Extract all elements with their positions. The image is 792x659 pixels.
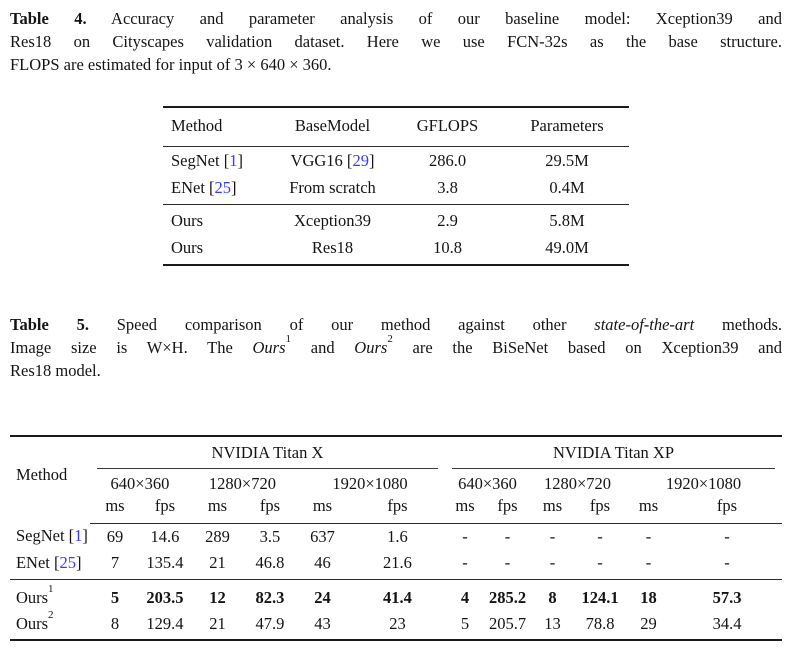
value-cell: 7	[90, 550, 140, 580]
method-text: Ours	[171, 210, 204, 230]
value-cell: 24	[314, 587, 331, 607]
value-cell: 637	[310, 526, 335, 546]
value-cell: -	[672, 550, 782, 580]
resolution-header: 1920×1080	[332, 473, 408, 493]
value-cell: 21	[190, 550, 245, 580]
value-cell: 13	[544, 613, 561, 633]
caption-italic-text: state-of-the-art	[594, 314, 695, 334]
table-row-enet	[163, 174, 629, 204]
value-cell: 3.5	[259, 526, 281, 546]
value-cell: -	[575, 550, 625, 580]
method-text: Ours	[171, 237, 204, 257]
value-cell: 47.9	[255, 613, 285, 633]
basemodel-text: Xception39	[294, 210, 371, 230]
value-cell: -	[645, 526, 652, 546]
method-cell	[10, 611, 90, 640]
value-cell: 69	[106, 526, 124, 546]
resolution-header: 1280×720	[543, 473, 612, 493]
resolution-header: 640×360	[110, 473, 170, 493]
resolution-header: 1280×720	[208, 473, 276, 493]
value-cell: 5	[110, 587, 120, 607]
citation-link[interactable]: 25	[59, 552, 76, 572]
method-cell	[10, 579, 90, 611]
unit-header: fps	[245, 495, 295, 524]
table-row-segnet	[10, 523, 782, 550]
citation-link[interactable]: 1	[229, 150, 238, 170]
unit-header: fps	[140, 495, 190, 524]
table5	[10, 435, 782, 641]
gpu-group-label: NVIDIA Titan X	[97, 443, 438, 469]
table5-resolution-header-row	[10, 469, 782, 495]
value-cell: 46.8	[245, 550, 295, 580]
value-cell: -	[724, 526, 730, 546]
value-cell: 124.1	[581, 587, 619, 607]
value-cell: 18	[640, 587, 657, 607]
method-cell	[163, 174, 275, 204]
method-cell	[163, 204, 275, 234]
gflops-cell: 3.8	[437, 177, 458, 197]
parameters-cell: 0.4M	[549, 177, 585, 197]
value-cell: 8	[110, 613, 120, 633]
caption-text: and	[291, 337, 355, 357]
method-text: Ours	[15, 613, 49, 633]
table-row-ours-1	[10, 579, 782, 611]
value-cell: 203.5	[146, 587, 184, 607]
resolution-header: 640×360	[458, 473, 517, 493]
unit-header: ms	[445, 495, 485, 524]
method-cell	[163, 234, 275, 265]
caption-text: FLOPS are estimated for input of 3 × 640 × 360.	[10, 55, 332, 74]
value-cell: 1.6	[387, 526, 408, 546]
basemodel-text: Res18	[311, 237, 354, 257]
value-cell: 57.3	[712, 587, 742, 607]
basemodel-cell	[275, 234, 390, 265]
caption-text: Accuracy and parameter analysis of our baseline model: Xception39 and	[86, 9, 782, 28]
method-text: Ours	[15, 587, 49, 607]
caption-line	[10, 313, 782, 336]
value-cell: 8	[548, 587, 557, 607]
value-cell: 34.4	[712, 613, 742, 633]
value-cell: 289	[205, 526, 230, 546]
basemodel-text: ]	[368, 150, 375, 170]
value-cell: -	[597, 526, 603, 546]
value-cell: 43	[314, 613, 331, 633]
value-cell: 5	[460, 613, 470, 633]
value-cell: 205.7	[488, 613, 527, 633]
method-text: ]	[82, 526, 88, 546]
caption-italic-text: Ours	[354, 337, 388, 357]
table4-caption-label: Table 4.	[10, 9, 87, 28]
method-text: ]	[237, 150, 243, 170]
superscript: 2	[387, 333, 393, 346]
caption-line	[10, 53, 782, 76]
parameters-cell: 5.8M	[505, 204, 629, 234]
value-cell: 135.4	[140, 550, 190, 580]
value-cell: 21.6	[350, 550, 445, 580]
col-header-method: Method	[15, 464, 68, 484]
method-text: SegNet [	[171, 150, 230, 170]
unit-header: fps	[485, 495, 530, 524]
value-cell: 285.2	[488, 587, 527, 607]
method-text: ]	[75, 552, 82, 572]
value-cell: 78.8	[585, 613, 615, 633]
gflops-cell: 286.0	[428, 150, 467, 170]
value-cell: -	[549, 526, 556, 546]
value-cell: 129.4	[146, 613, 184, 633]
method-cell	[10, 523, 90, 550]
value-cell: -	[530, 550, 575, 580]
unit-header: ms	[295, 495, 350, 524]
gpu-group-label: NVIDIA Titan XP	[452, 443, 775, 469]
table5-gpu-header-row	[10, 436, 782, 469]
citation-link[interactable]: 25	[214, 177, 232, 197]
value-cell: -	[504, 526, 511, 546]
caption-line	[10, 30, 782, 53]
superscript: 2	[48, 609, 54, 622]
unit-header: ms	[530, 495, 575, 524]
value-cell: 23	[389, 613, 406, 633]
value-cell: 82.3	[255, 587, 285, 607]
table-row-segnet	[163, 147, 629, 175]
method-text: ]	[231, 177, 237, 197]
col-header-gflops: GFLOPS	[390, 107, 505, 147]
col-header-parameters: Parameters	[505, 107, 629, 147]
method-cell	[10, 550, 90, 580]
caption-text: Speed comparison of our method against other	[88, 314, 595, 334]
value-cell: -	[445, 550, 485, 580]
method-text: ENet [	[15, 552, 60, 572]
unit-header: fps	[350, 495, 445, 524]
basemodel-text: From scratch	[289, 177, 376, 197]
table4	[163, 106, 629, 266]
table-row-ours-2	[10, 611, 782, 640]
gflops-cell: 10.8	[433, 237, 462, 257]
table-row-ours-res18	[163, 234, 629, 265]
parameters-cell: 29.5M	[545, 150, 589, 170]
basemodel-cell	[275, 147, 390, 175]
superscript: 1	[285, 333, 292, 346]
resolution-header: 1920×1080	[665, 473, 742, 493]
caption-line	[10, 333, 782, 359]
value-cell: -	[485, 550, 530, 580]
caption-text: methods.	[694, 314, 782, 334]
unit-header: ms	[625, 495, 672, 524]
gflops-cell: 2.9	[390, 204, 505, 234]
table5-unit-header-row	[10, 495, 782, 524]
col-header-method: Method	[163, 107, 275, 147]
value-cell: 46	[295, 550, 350, 580]
citation-link[interactable]: 1	[74, 526, 83, 546]
caption-italic-text: Ours	[252, 337, 286, 357]
value-cell: 29	[640, 613, 657, 633]
value-cell: -	[462, 526, 468, 546]
unit-header: fps	[575, 495, 625, 524]
table4-caption	[10, 0, 782, 76]
caption-text: Image size is W×H. The	[10, 337, 253, 357]
gpu-group-header-titan-xp	[445, 436, 782, 469]
table4-header-row	[163, 107, 629, 147]
method-text: SegNet [	[15, 526, 75, 546]
caption-line	[10, 359, 782, 382]
table-row-enet	[10, 550, 782, 580]
value-cell: 12	[209, 587, 226, 607]
col-header-basemodel: BaseModel	[275, 107, 390, 147]
value-cell: 4	[460, 587, 470, 607]
value-cell: 41.4	[383, 587, 412, 607]
table5-caption	[10, 313, 782, 382]
caption-line	[10, 7, 782, 30]
table5-caption-label: Table 5.	[10, 314, 89, 334]
value-cell: 21	[209, 613, 226, 633]
unit-header: fps	[672, 495, 782, 524]
value-cell: 14.6	[150, 526, 180, 546]
unit-header: ms	[190, 495, 245, 524]
unit-header: ms	[90, 495, 140, 524]
caption-text: are the BiSeNet based on Xception39 and	[392, 337, 782, 357]
caption-text: Res18 on Cityscapes validation dataset. Here we use FCN-32s as the base structure.	[10, 32, 782, 51]
method-cell	[163, 147, 275, 175]
basemodel-cell	[275, 204, 390, 234]
table-row-ours-xception	[163, 204, 629, 234]
caption-text: Res18 model.	[10, 360, 101, 380]
value-cell: -	[625, 550, 672, 580]
basemodel-cell	[275, 174, 390, 204]
parameters-cell: 49.0M	[545, 237, 589, 257]
gpu-group-header-titan-x	[90, 436, 445, 469]
method-text: ENet [	[171, 177, 215, 197]
basemodel-text: VGG16 [	[290, 150, 353, 170]
citation-link[interactable]: 29	[352, 150, 369, 170]
superscript: 1	[48, 583, 54, 596]
